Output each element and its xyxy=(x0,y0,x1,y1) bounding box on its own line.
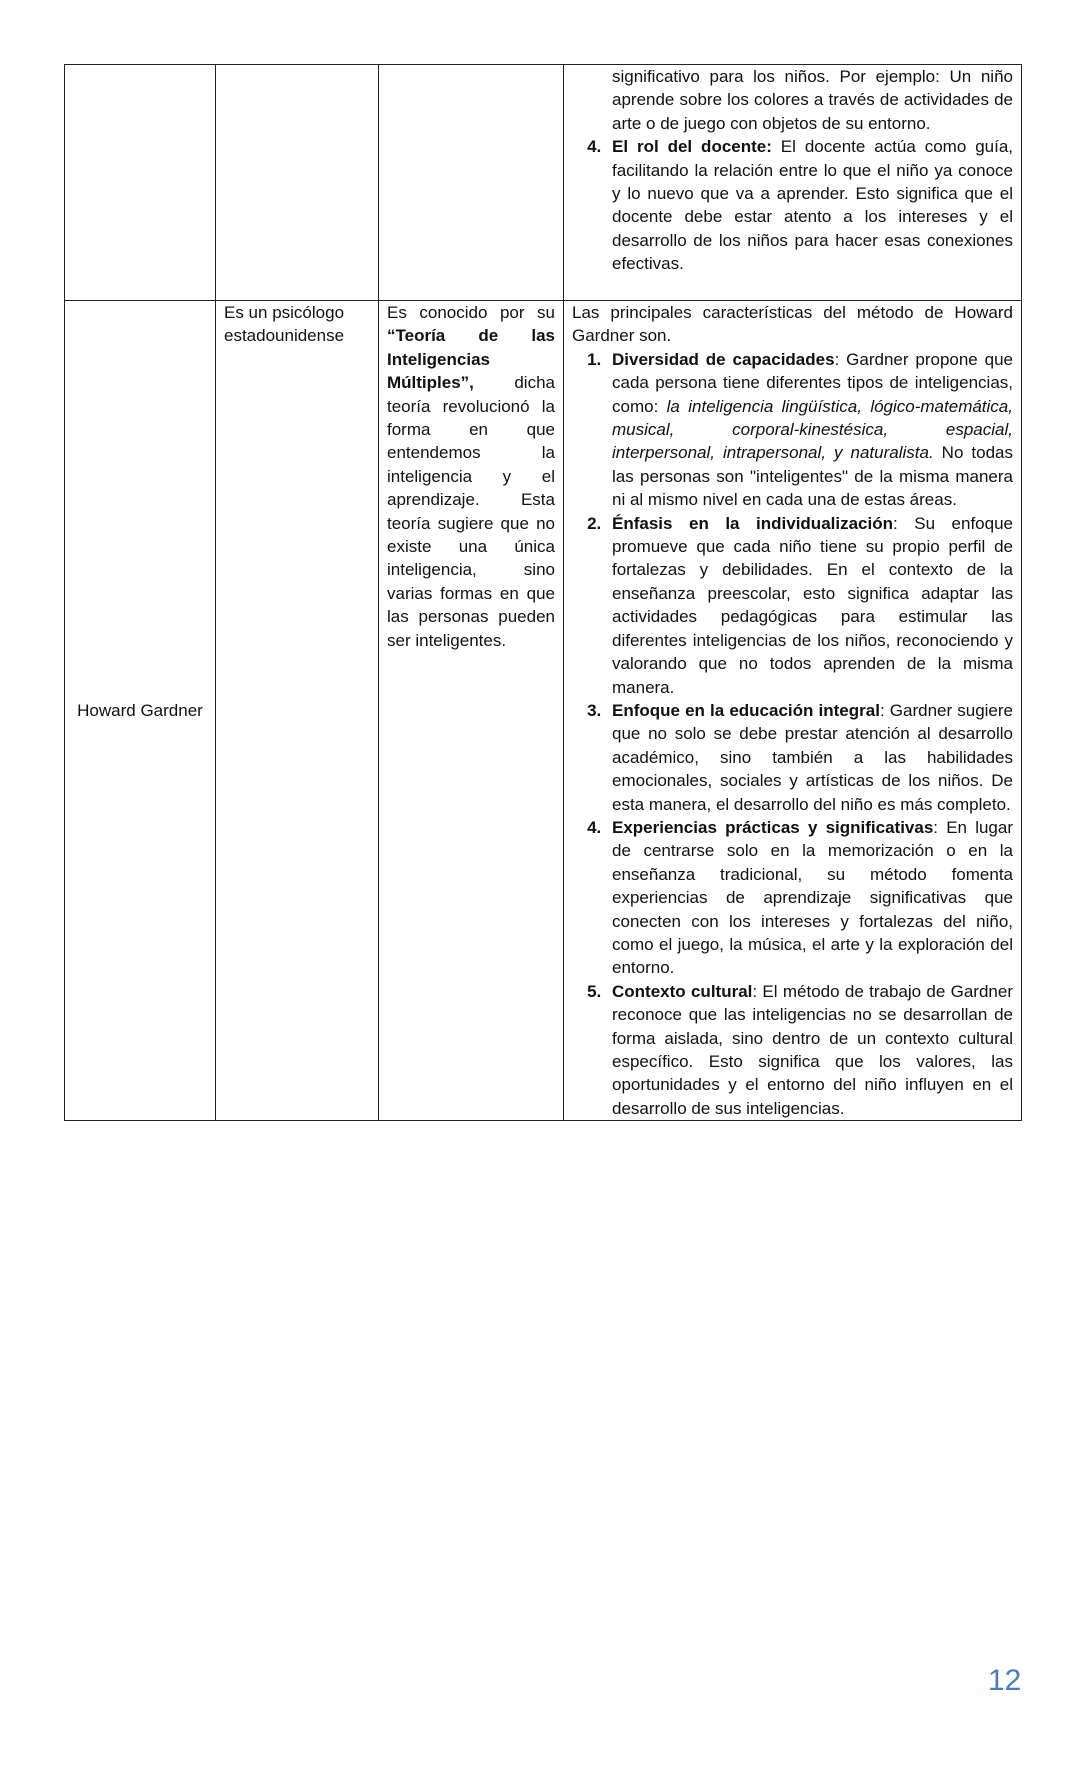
item-title: Énfasis en la individualización xyxy=(612,513,893,533)
item-title: Contexto cultural xyxy=(612,981,753,1001)
list-item xyxy=(606,980,1013,1120)
item-text: : Su enfoque promueve que cada niño tiene su propio perfil de fortalezas y debilidades. En el contexto de la enseñanza preescolar, esto significa adaptar las actividades pedagógicas para estimular las diferentes inteligencias de los niños, reconociendo y valorando que no todos aprenden de la misma manera. xyxy=(612,513,1013,697)
item-text: significativo para los niños. Por ejemplo: Un niño aprende sobre los colores a través de actividades de arte o de juego con objetos de su entorno. xyxy=(612,67,1013,133)
description-cell xyxy=(216,65,379,301)
known-for-cell xyxy=(379,65,564,301)
item-text: No todas las personas son "inteligentes" de la misma manera ni al mismo nivel en cada una de estas áreas. xyxy=(612,443,1013,510)
known-for-text: Es conocido por su xyxy=(387,303,555,322)
characteristics-cell xyxy=(564,301,1022,1121)
item-title: El rol del docente: xyxy=(612,137,772,157)
item-text: : El método de trabajo de Gardner reconoce que las inteligencias no se desarrollan de forma aislada, sino dentro de un contexto cultural específico. Esto significa que los valores, las oportunidades y el entorno del niño influyen en el desarrollo de sus inteligencias. xyxy=(612,981,1013,1118)
theory-name: “Teoría de las Inteligencias Múltiples”, xyxy=(387,326,555,393)
list-item xyxy=(606,816,1013,980)
list-item xyxy=(606,135,1013,275)
known-for-cell xyxy=(379,301,564,1121)
table-row xyxy=(65,301,1022,1121)
list-item xyxy=(606,699,1013,816)
item-italic: la inteligencia lingüística, lógico-matemática, musical, corporal-kinestésica, espacial, interpersonal, intrapersonal, y naturalista. xyxy=(612,396,1013,463)
characteristics-cell xyxy=(564,65,1022,301)
author-cell: Howard Gardner xyxy=(65,301,216,1121)
intro-text: Las principales características del método de Howard Gardner son. xyxy=(572,303,1013,346)
list-item xyxy=(606,348,1013,512)
list-item-continuation xyxy=(606,65,1013,135)
item-text: : Gardner sugiere que no solo se debe prestar atención al desarrollo académico, sino también a las habilidades emocionales, sociales y artísticas de los niños. De esta manera, el desarrollo del niño es más completo. xyxy=(612,700,1013,814)
methods-table xyxy=(64,64,1022,1121)
table-row xyxy=(65,65,1022,301)
page-number: 12 xyxy=(988,1664,1022,1697)
item-text: : En lugar de centrarse solo en la memorización o en la enseñanza tradicional, su método fomenta experiencias de aprendizaje significativas que conecten con los intereses y fortalezas del niño, como el juego, la música, el arte y la exploración del entorno. xyxy=(612,817,1013,978)
item-title: Enfoque en la educación integral xyxy=(612,700,880,720)
description-cell: Es un psicólogo estadounidense xyxy=(216,301,379,1121)
item-title: Diversidad de capacidades xyxy=(612,349,835,369)
item-text: : Gardner propone que cada persona tiene diferentes tipos de inteligencias, como: xyxy=(612,349,1013,416)
known-for-text: dicha teoría revolucionó la forma en que entendemos la inteligencia y el aprendizaje. Esta teoría sugiere que no existe una única inteligencia, sino varias formas en que las personas pueden ser inteligentes. xyxy=(387,373,555,650)
list-item xyxy=(606,512,1013,699)
author-cell xyxy=(65,65,216,301)
item-text: El docente actúa como guía, facilitando la relación entre lo que el niño ya conoce y lo nuevo que va a aprender. Esto significa que el docente debe estar atento a los intereses y el desarrollo de los niños para hacer esas conexiones efectivas. xyxy=(612,137,1013,274)
item-title: Experiencias prácticas y significativas xyxy=(612,817,934,837)
